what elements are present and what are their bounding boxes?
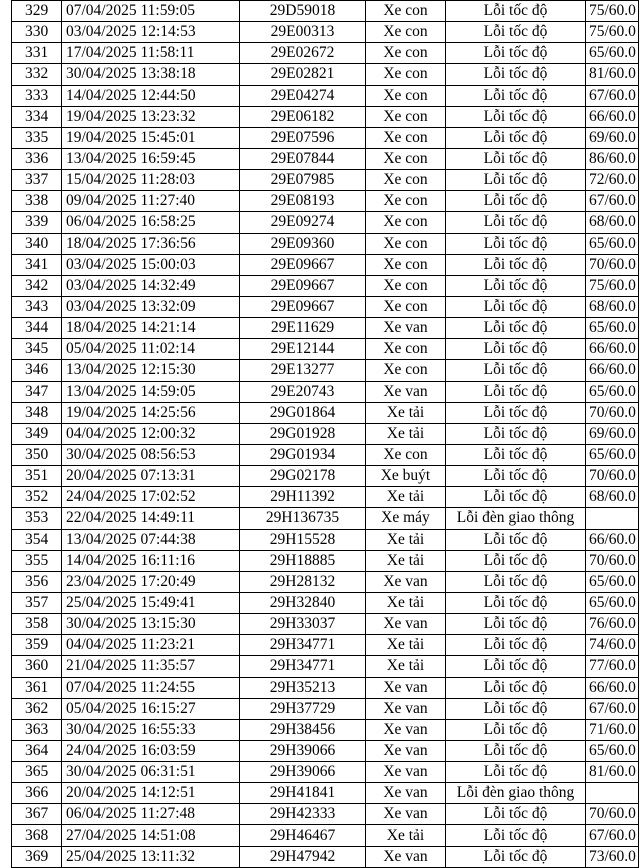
vehicle-type-cell: Xe tải — [366, 423, 446, 444]
speed-cell: 68/60.0 — [586, 296, 639, 317]
vehicle-type-cell: Xe con — [366, 170, 446, 191]
license-plate-cell: 29H38456 — [240, 719, 366, 740]
vehicle-type-cell: Xe con — [366, 127, 446, 148]
license-plate-cell: 29G01928 — [240, 423, 366, 444]
table-row — [12, 381, 639, 402]
license-plate-cell: 29H34771 — [240, 635, 366, 656]
license-plate-cell: 29E13277 — [240, 360, 366, 381]
violation-type-cell: Lỗi tốc độ — [446, 106, 586, 127]
vehicle-type-cell: Xe con — [366, 191, 446, 212]
datetime-cell: 21/04/2025 11:35:57 — [62, 656, 240, 677]
row-number-cell: 351 — [12, 466, 62, 487]
violation-type-cell: Lỗi tốc độ — [446, 529, 586, 550]
license-plate-cell: 29H41841 — [240, 783, 366, 804]
datetime-cell: 05/04/2025 16:15:27 — [62, 698, 240, 719]
vehicle-type-cell: Xe tải — [366, 592, 446, 613]
table-row — [12, 466, 639, 487]
vehicle-type-cell: Xe con — [366, 339, 446, 360]
license-plate-cell: 29E07596 — [240, 127, 366, 148]
speed-cell: 67/60.0 — [586, 85, 639, 106]
violation-type-cell: Lỗi tốc độ — [446, 318, 586, 339]
row-number-cell: 335 — [12, 127, 62, 148]
vehicle-type-cell: Xe con — [366, 106, 446, 127]
violation-type-cell: Lỗi tốc độ — [446, 339, 586, 360]
license-plate-cell: 29E04274 — [240, 85, 366, 106]
vehicle-type-cell: Xe van — [366, 698, 446, 719]
speed-cell: 65/60.0 — [586, 381, 639, 402]
table-row — [12, 339, 639, 360]
violation-type-cell: Lỗi tốc độ — [446, 64, 586, 85]
vehicle-type-cell: Xe van — [366, 318, 446, 339]
speed-cell: 70/60.0 — [586, 466, 639, 487]
row-number-cell: 348 — [12, 402, 62, 423]
license-plate-cell: 29E20743 — [240, 381, 366, 402]
violation-type-cell: Lỗi tốc độ — [446, 550, 586, 571]
license-plate-cell: 29H28132 — [240, 571, 366, 592]
row-number-cell: 360 — [12, 656, 62, 677]
row-number-cell: 339 — [12, 212, 62, 233]
speed-cell: 65/60.0 — [586, 444, 639, 465]
table-row — [12, 719, 639, 740]
row-number-cell: 358 — [12, 614, 62, 635]
datetime-cell: 24/04/2025 16:03:59 — [62, 740, 240, 761]
license-plate-cell: 29H39066 — [240, 762, 366, 783]
license-plate-cell: 29H39066 — [240, 740, 366, 761]
speed-cell: 65/60.0 — [586, 592, 639, 613]
violation-type-cell: Lỗi tốc độ — [446, 191, 586, 212]
license-plate-cell: 29G01864 — [240, 402, 366, 423]
datetime-cell: 04/04/2025 12:00:32 — [62, 423, 240, 444]
vehicle-type-cell: Xe con — [366, 254, 446, 275]
table-row — [12, 571, 639, 592]
vehicle-type-cell: Xe tải — [366, 402, 446, 423]
table-row — [12, 43, 639, 64]
license-plate-cell: 29G02178 — [240, 466, 366, 487]
table-row — [12, 254, 639, 275]
vehicle-type-cell: Xe tải — [366, 487, 446, 508]
violation-type-cell: Lỗi tốc độ — [446, 212, 586, 233]
vehicle-type-cell: Xe con — [366, 212, 446, 233]
row-number-cell: 349 — [12, 423, 62, 444]
violation-type-cell: Lỗi tốc độ — [446, 22, 586, 43]
vehicle-type-cell: Xe con — [366, 64, 446, 85]
row-number-cell: 357 — [12, 592, 62, 613]
license-plate-cell: 29E09274 — [240, 212, 366, 233]
vehicle-type-cell: Xe van — [366, 762, 446, 783]
row-number-cell: 359 — [12, 635, 62, 656]
vehicle-type-cell: Xe van — [366, 381, 446, 402]
row-number-cell: 336 — [12, 148, 62, 169]
violation-type-cell: Lỗi tốc độ — [446, 444, 586, 465]
datetime-cell: 03/04/2025 12:14:53 — [62, 22, 240, 43]
violation-type-cell: Lỗi tốc độ — [446, 571, 586, 592]
speed-cell: 68/60.0 — [586, 487, 639, 508]
license-plate-cell: 29H136735 — [240, 508, 366, 529]
speed-cell: 66/60.0 — [586, 529, 639, 550]
row-number-cell: 346 — [12, 360, 62, 381]
row-number-cell: 369 — [12, 846, 62, 867]
table-row — [12, 529, 639, 550]
table-row — [12, 148, 639, 169]
violation-type-cell: Lỗi tốc độ — [446, 1, 586, 22]
table-row — [12, 846, 639, 867]
table-row — [12, 275, 639, 296]
vehicle-type-cell: Xe máy — [366, 508, 446, 529]
violation-type-cell: Lỗi tốc độ — [446, 360, 586, 381]
datetime-cell: 27/04/2025 14:51:08 — [62, 825, 240, 846]
table-row — [12, 592, 639, 613]
table-row — [12, 635, 639, 656]
speed-cell: 67/60.0 — [586, 191, 639, 212]
row-number-cell: 340 — [12, 233, 62, 254]
speed-cell: 70/60.0 — [586, 550, 639, 571]
table-row — [12, 1, 639, 22]
row-number-cell: 356 — [12, 571, 62, 592]
violation-type-cell: Lỗi tốc độ — [446, 698, 586, 719]
license-plate-cell: 29E09667 — [240, 296, 366, 317]
violation-type-cell: Lỗi tốc độ — [446, 592, 586, 613]
violation-type-cell: Lỗi tốc độ — [446, 762, 586, 783]
violation-type-cell: Lỗi tốc độ — [446, 296, 586, 317]
license-plate-cell: 29E09360 — [240, 233, 366, 254]
table-row — [12, 170, 639, 191]
violation-type-cell: Lỗi tốc độ — [446, 677, 586, 698]
vehicle-type-cell: Xe con — [366, 148, 446, 169]
speed-cell: 75/60.0 — [586, 275, 639, 296]
row-number-cell: 354 — [12, 529, 62, 550]
datetime-cell: 19/04/2025 14:25:56 — [62, 402, 240, 423]
speed-cell — [586, 783, 639, 804]
datetime-cell: 18/04/2025 14:21:14 — [62, 318, 240, 339]
datetime-cell: 13/04/2025 07:44:38 — [62, 529, 240, 550]
violation-type-cell: Lỗi tốc độ — [446, 423, 586, 444]
row-number-cell: 343 — [12, 296, 62, 317]
speed-cell: 69/60.0 — [586, 127, 639, 148]
vehicle-type-cell: Xe con — [366, 1, 446, 22]
table-row — [12, 614, 639, 635]
violation-type-cell: Lỗi tốc độ — [446, 804, 586, 825]
speed-cell: 70/60.0 — [586, 254, 639, 275]
table-row — [12, 360, 639, 381]
license-plate-cell: 29E07985 — [240, 170, 366, 191]
table-row — [12, 740, 639, 761]
speed-cell: 65/60.0 — [586, 318, 639, 339]
row-number-cell: 342 — [12, 275, 62, 296]
license-plate-cell: 29H37729 — [240, 698, 366, 719]
row-number-cell: 365 — [12, 762, 62, 783]
violation-type-cell: Lỗi tốc độ — [446, 635, 586, 656]
row-number-cell: 333 — [12, 85, 62, 106]
violation-type-cell: Lỗi tốc độ — [446, 148, 586, 169]
vehicle-type-cell: Xe con — [366, 22, 446, 43]
table-row — [12, 233, 639, 254]
datetime-cell: 17/04/2025 11:58:11 — [62, 43, 240, 64]
violation-type-cell: Lỗi tốc độ — [446, 254, 586, 275]
row-number-cell: 334 — [12, 106, 62, 127]
datetime-cell: 25/04/2025 15:49:41 — [62, 592, 240, 613]
violation-type-cell: Lỗi đèn giao thông — [446, 783, 586, 804]
row-number-cell: 332 — [12, 64, 62, 85]
violation-type-cell: Lỗi tốc độ — [446, 740, 586, 761]
row-number-cell: 331 — [12, 43, 62, 64]
datetime-cell: 03/04/2025 14:32:49 — [62, 275, 240, 296]
license-plate-cell: 29E02672 — [240, 43, 366, 64]
row-number-cell: 367 — [12, 804, 62, 825]
table-row — [12, 402, 639, 423]
license-plate-cell: 29H11392 — [240, 487, 366, 508]
row-number-cell: 352 — [12, 487, 62, 508]
speed-cell: 75/60.0 — [586, 22, 639, 43]
vehicle-type-cell: Xe con — [366, 275, 446, 296]
speed-cell: 74/60.0 — [586, 635, 639, 656]
speed-cell: 76/60.0 — [586, 614, 639, 635]
table-row — [12, 762, 639, 783]
table-row — [12, 677, 639, 698]
vehicle-type-cell: Xe van — [366, 846, 446, 867]
violation-type-cell: Lỗi tốc độ — [446, 170, 586, 191]
table-row — [12, 825, 639, 846]
datetime-cell: 30/04/2025 16:55:33 — [62, 719, 240, 740]
license-plate-cell: 29H42333 — [240, 804, 366, 825]
speed-cell: 66/60.0 — [586, 106, 639, 127]
vehicle-type-cell: Xe tải — [366, 656, 446, 677]
datetime-cell: 05/04/2025 11:02:14 — [62, 339, 240, 360]
violation-type-cell: Lỗi tốc độ — [446, 719, 586, 740]
speed-cell: 81/60.0 — [586, 64, 639, 85]
license-plate-cell: 29H15528 — [240, 529, 366, 550]
datetime-cell: 13/04/2025 14:59:05 — [62, 381, 240, 402]
violation-type-cell: Lỗi tốc độ — [446, 43, 586, 64]
speed-cell: 69/60.0 — [586, 423, 639, 444]
speed-cell — [586, 508, 639, 529]
license-plate-cell: 29E11629 — [240, 318, 366, 339]
datetime-cell: 19/04/2025 15:45:01 — [62, 127, 240, 148]
vehicle-type-cell: Xe tải — [366, 550, 446, 571]
row-number-cell: 353 — [12, 508, 62, 529]
row-number-cell: 363 — [12, 719, 62, 740]
violation-type-cell: Lỗi tốc độ — [446, 487, 586, 508]
violations-table-body — [12, 1, 639, 868]
speed-cell: 68/60.0 — [586, 212, 639, 233]
vehicle-type-cell: Xe van — [366, 677, 446, 698]
license-plate-cell: 29H32840 — [240, 592, 366, 613]
table-row — [12, 212, 639, 233]
violation-type-cell: Lỗi tốc độ — [446, 846, 586, 867]
license-plate-cell: 29E08193 — [240, 191, 366, 212]
row-number-cell: 361 — [12, 677, 62, 698]
datetime-cell: 13/04/2025 12:15:30 — [62, 360, 240, 381]
row-number-cell: 330 — [12, 22, 62, 43]
table-row — [12, 550, 639, 571]
row-number-cell: 341 — [12, 254, 62, 275]
datetime-cell: 07/04/2025 11:24:55 — [62, 677, 240, 698]
license-plate-cell: 29D59018 — [240, 1, 366, 22]
row-number-cell: 337 — [12, 170, 62, 191]
row-number-cell: 350 — [12, 444, 62, 465]
speed-cell: 73/60.0 — [586, 846, 639, 867]
violation-type-cell: Lỗi tốc độ — [446, 85, 586, 106]
license-plate-cell: 29H33037 — [240, 614, 366, 635]
datetime-cell: 15/04/2025 11:28:03 — [62, 170, 240, 191]
speed-cell: 75/60.0 — [586, 1, 639, 22]
datetime-cell: 25/04/2025 13:11:32 — [62, 846, 240, 867]
vehicle-type-cell: Xe con — [366, 85, 446, 106]
violations-table — [11, 0, 639, 868]
datetime-cell: 09/04/2025 11:27:40 — [62, 191, 240, 212]
vehicle-type-cell: Xe van — [366, 614, 446, 635]
speed-cell: 71/60.0 — [586, 719, 639, 740]
datetime-cell: 30/04/2025 08:56:53 — [62, 444, 240, 465]
vehicle-type-cell: Xe con — [366, 233, 446, 254]
vehicle-type-cell: Xe tải — [366, 635, 446, 656]
violation-type-cell: Lỗi tốc độ — [446, 127, 586, 148]
datetime-cell: 07/04/2025 11:59:05 — [62, 1, 240, 22]
speed-cell: 81/60.0 — [586, 762, 639, 783]
datetime-cell: 23/04/2025 17:20:49 — [62, 571, 240, 592]
speed-cell: 66/60.0 — [586, 360, 639, 381]
row-number-cell: 347 — [12, 381, 62, 402]
row-number-cell: 329 — [12, 1, 62, 22]
row-number-cell: 338 — [12, 191, 62, 212]
table-row — [12, 85, 639, 106]
license-plate-cell: 29E07844 — [240, 148, 366, 169]
speed-cell: 65/60.0 — [586, 43, 639, 64]
speed-cell: 70/60.0 — [586, 402, 639, 423]
table-row — [12, 191, 639, 212]
row-number-cell: 366 — [12, 783, 62, 804]
row-number-cell: 344 — [12, 318, 62, 339]
table-row — [12, 423, 639, 444]
speed-cell: 65/60.0 — [586, 233, 639, 254]
datetime-cell: 04/04/2025 11:23:21 — [62, 635, 240, 656]
datetime-cell: 30/04/2025 13:15:30 — [62, 614, 240, 635]
speed-cell: 67/60.0 — [586, 825, 639, 846]
violation-type-cell: Lỗi tốc độ — [446, 381, 586, 402]
table-row — [12, 508, 639, 529]
datetime-cell: 24/04/2025 17:02:52 — [62, 487, 240, 508]
datetime-cell: 03/04/2025 15:00:03 — [62, 254, 240, 275]
speed-cell: 70/60.0 — [586, 804, 639, 825]
datetime-cell: 14/04/2025 12:44:50 — [62, 85, 240, 106]
license-plate-cell: 29H35213 — [240, 677, 366, 698]
datetime-cell: 03/04/2025 13:32:09 — [62, 296, 240, 317]
violation-type-cell: Lỗi tốc độ — [446, 466, 586, 487]
row-number-cell: 355 — [12, 550, 62, 571]
row-number-cell: 345 — [12, 339, 62, 360]
license-plate-cell: 29H47942 — [240, 846, 366, 867]
violation-type-cell: Lỗi tốc độ — [446, 402, 586, 423]
table-row — [12, 127, 639, 148]
license-plate-cell: 29H34771 — [240, 656, 366, 677]
datetime-cell: 30/04/2025 06:31:51 — [62, 762, 240, 783]
vehicle-type-cell: Xe tải — [366, 529, 446, 550]
vehicle-type-cell: Xe con — [366, 360, 446, 381]
violation-type-cell: Lỗi tốc độ — [446, 656, 586, 677]
table-row — [12, 106, 639, 127]
table-row — [12, 804, 639, 825]
vehicle-type-cell: Xe buýt — [366, 466, 446, 487]
license-plate-cell: 29E06182 — [240, 106, 366, 127]
vehicle-type-cell: Xe van — [366, 740, 446, 761]
table-row — [12, 444, 639, 465]
datetime-cell: 18/04/2025 17:36:56 — [62, 233, 240, 254]
speed-cell: 66/60.0 — [586, 677, 639, 698]
row-number-cell: 368 — [12, 825, 62, 846]
table-row — [12, 698, 639, 719]
datetime-cell: 20/04/2025 14:12:51 — [62, 783, 240, 804]
license-plate-cell: 29G01934 — [240, 444, 366, 465]
table-row — [12, 656, 639, 677]
violation-type-cell: Lỗi tốc độ — [446, 825, 586, 846]
vehicle-type-cell: Xe van — [366, 719, 446, 740]
speed-cell: 67/60.0 — [586, 698, 639, 719]
table-row — [12, 64, 639, 85]
vehicle-type-cell: Xe con — [366, 296, 446, 317]
datetime-cell: 06/04/2025 11:27:48 — [62, 804, 240, 825]
speed-cell: 86/60.0 — [586, 148, 639, 169]
table-row — [12, 318, 639, 339]
license-plate-cell: 29E00313 — [240, 22, 366, 43]
license-plate-cell: 29E09667 — [240, 254, 366, 275]
violation-type-cell: Lỗi tốc độ — [446, 233, 586, 254]
vehicle-type-cell: Xe van — [366, 571, 446, 592]
speed-cell: 65/60.0 — [586, 740, 639, 761]
license-plate-cell: 29E12144 — [240, 339, 366, 360]
license-plate-cell: 29E09667 — [240, 275, 366, 296]
violation-type-cell: Lỗi đèn giao thông — [446, 508, 586, 529]
datetime-cell: 14/04/2025 16:11:16 — [62, 550, 240, 571]
row-number-cell: 362 — [12, 698, 62, 719]
speed-cell: 66/60.0 — [586, 339, 639, 360]
table-row — [12, 487, 639, 508]
vehicle-type-cell: Xe con — [366, 43, 446, 64]
datetime-cell: 06/04/2025 16:58:25 — [62, 212, 240, 233]
speed-cell: 65/60.0 — [586, 571, 639, 592]
vehicle-type-cell: Xe con — [366, 444, 446, 465]
vehicle-type-cell: Xe van — [366, 783, 446, 804]
datetime-cell: 30/04/2025 13:38:18 — [62, 64, 240, 85]
table-row — [12, 783, 639, 804]
vehicle-type-cell: Xe van — [366, 804, 446, 825]
speed-cell: 77/60.0 — [586, 656, 639, 677]
violation-type-cell: Lỗi tốc độ — [446, 275, 586, 296]
vehicle-type-cell: Xe tải — [366, 825, 446, 846]
violation-type-cell: Lỗi tốc độ — [446, 614, 586, 635]
datetime-cell: 13/04/2025 16:59:45 — [62, 148, 240, 169]
license-plate-cell: 29H18885 — [240, 550, 366, 571]
table-row — [12, 22, 639, 43]
license-plate-cell: 29H46467 — [240, 825, 366, 846]
datetime-cell: 20/04/2025 07:13:31 — [62, 466, 240, 487]
datetime-cell: 22/04/2025 14:49:11 — [62, 508, 240, 529]
row-number-cell: 364 — [12, 740, 62, 761]
table-row — [12, 296, 639, 317]
license-plate-cell: 29E02821 — [240, 64, 366, 85]
datetime-cell: 19/04/2025 13:23:32 — [62, 106, 240, 127]
speed-cell: 72/60.0 — [586, 170, 639, 191]
